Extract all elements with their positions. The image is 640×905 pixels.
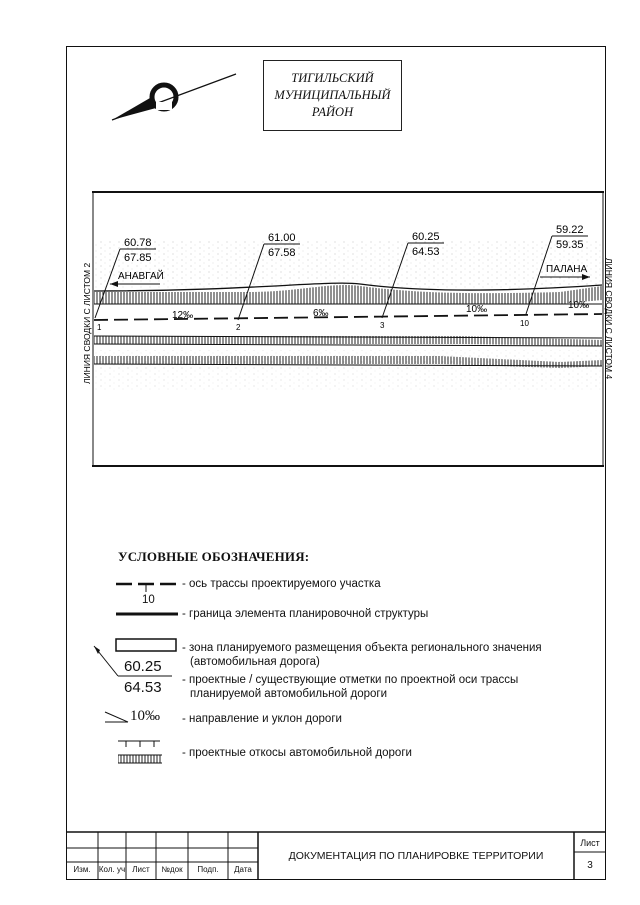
legend-title: УСЛОВНЫЕ ОБОЗНАЧЕНИЯ:	[118, 549, 310, 564]
elevation-design: 60.25	[412, 231, 440, 243]
axis-tick-1: 1	[97, 323, 102, 332]
axis-tick-4: 10	[520, 319, 529, 328]
north-arrow-icon	[112, 74, 236, 120]
district-line-2: МУНИЦИПАЛЬНЫЙ	[274, 88, 391, 102]
legend-embankment-symbol	[118, 741, 162, 763]
legend-elevation-design: 60.25	[124, 658, 162, 675]
legend-axis-tick: 10	[142, 594, 155, 606]
slope-label-1: 12‰	[172, 310, 194, 321]
direction-left-label: АНАВГАЙ	[118, 271, 164, 282]
tb-col-list: Лист	[132, 865, 150, 874]
elevation-existing: 64.53	[412, 246, 440, 258]
slope-label-3: 10‰	[466, 304, 488, 315]
legend-elevation-existing: 64.53	[124, 679, 162, 696]
sheet-label: Лист	[580, 838, 600, 848]
tb-col-izm: Изм.	[73, 865, 91, 874]
axis-tick-2: 2	[236, 323, 241, 332]
legend-marks-text: - проектные / существующие отметки по проектной оси трассы	[182, 674, 519, 686]
terrain-area-top	[94, 240, 602, 288]
elevation-design: 60.78	[124, 237, 152, 249]
axis-tick-3: 3	[380, 321, 385, 330]
legend-axis-symbol	[116, 584, 176, 592]
legend-zone-text-2: (автомобильная дорога)	[190, 656, 320, 668]
legend-zone-symbol	[116, 639, 176, 651]
legend-marks-text-2: планируемой автомобильной дороги	[190, 688, 387, 700]
elevation-existing: 59.35	[556, 239, 584, 251]
elevation-existing: 67.85	[124, 252, 152, 264]
sheet-number: 3	[587, 860, 593, 871]
match-line-right-label: ЛИНИЯ СВОДКИ С ЛИСТОМ 4	[604, 258, 614, 380]
district-line-1: ТИГИЛЬСКИЙ	[291, 71, 374, 85]
tb-col-kol: Кол. уч	[98, 865, 126, 874]
district-line-3: РАЙОН	[311, 105, 354, 119]
slope-label-2: 6‰	[313, 308, 329, 319]
elevation-design: 59.22	[556, 224, 584, 236]
elevation-design: 61.00	[268, 232, 296, 244]
legend-boundary-text: - граница элемента планировочной структуры	[182, 608, 429, 620]
tb-col-doc: №док	[161, 865, 183, 874]
tb-col-podp: Подп.	[197, 865, 219, 874]
tb-col-data: Дата	[234, 865, 252, 874]
match-line-left-label: ЛИНИЯ СВОДКИ С ЛИСТОМ 2	[82, 262, 92, 384]
legend-slope-text: - направление и уклон дороги	[182, 713, 342, 725]
legend-zone-text: - зона планируемого размещения объекта регионального значения	[182, 642, 542, 654]
legend-slope-sample: 10‰	[130, 708, 160, 724]
legend-slope-symbol	[105, 712, 128, 722]
direction-right-label: ПАЛАНА	[546, 264, 588, 275]
legend-axis-text: - ось трассы проектируемого участка	[182, 578, 381, 590]
document-title: ДОКУМЕНТАЦИЯ ПО ПЛАНИРОВКЕ ТЕРРИТОРИИ	[288, 850, 544, 862]
slope-label-4: 10‰	[568, 300, 590, 311]
legend-embankment-text: - проектные откосы автомобильной дороги	[182, 747, 412, 759]
elevation-existing: 67.58	[268, 247, 296, 259]
